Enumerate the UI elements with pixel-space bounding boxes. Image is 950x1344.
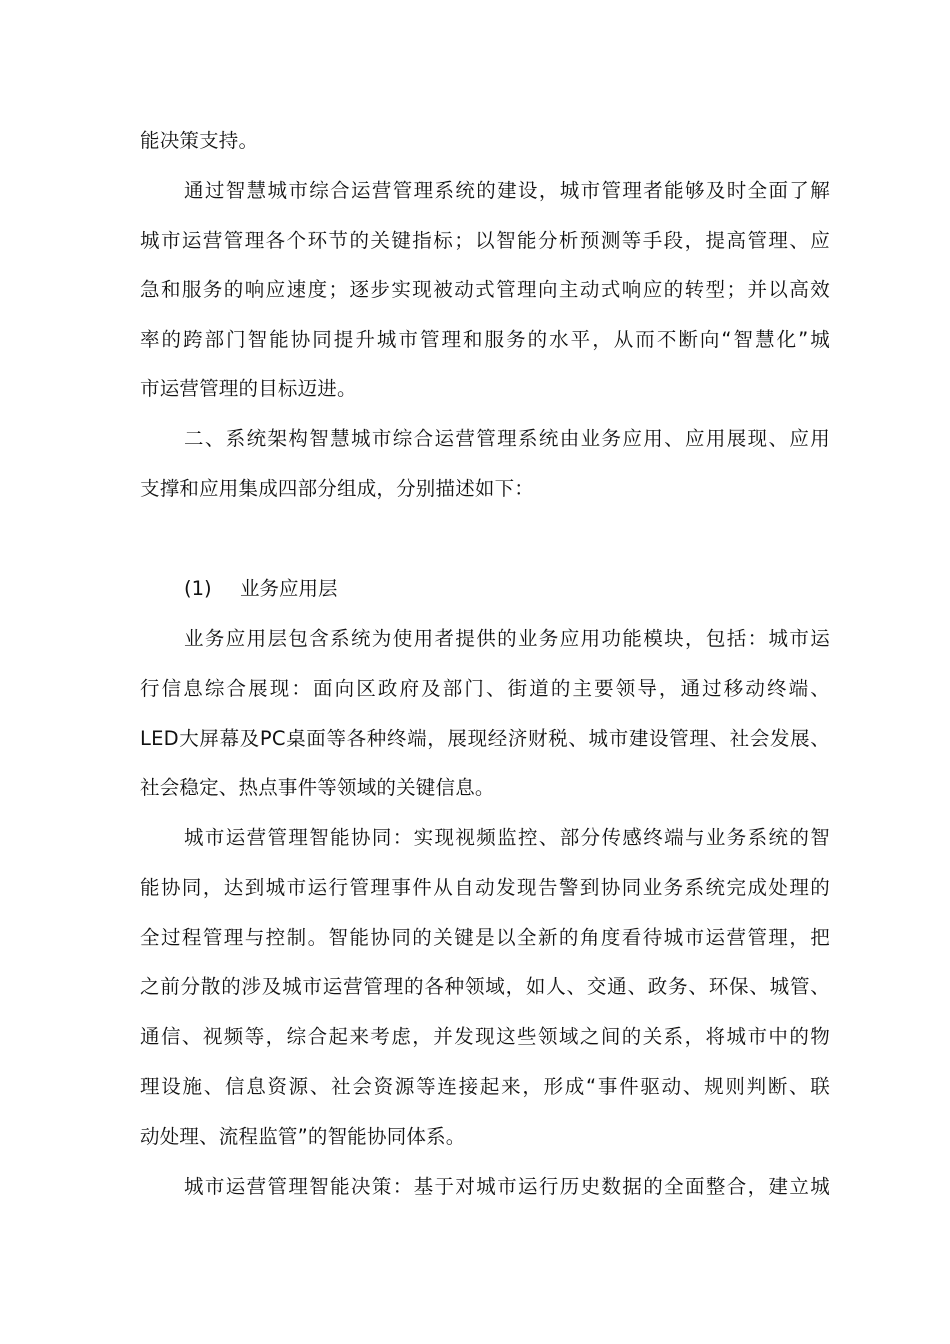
paragraph-line: 能决策支持。 (140, 129, 259, 152)
paragraph-line: 支撑和应用集成四部分组成，分别描述如下： (140, 477, 535, 500)
paragraph-line: 全过程管理与控制。智能协同的关键是以全新的角度看待城市运营管理，把 (140, 926, 830, 949)
section-number: (1) (184, 577, 212, 600)
paragraph-line: 行信息综合展现：面向区政府及部门、街道的主要领导，通过移动终端、 (140, 677, 830, 700)
section-title: 业务应用层 (240, 577, 338, 600)
paragraph-line: 二、系统架构智慧城市综合运营管理系统由业务应用、应用展现、应用 (184, 427, 830, 450)
paragraph-line: 理设施、信息资源、社会资源等连接起来，形成“事件驱动、规则判断、联 (140, 1075, 830, 1098)
paragraph-line: LED大屏幕及PC桌面等各种终端，展现经济财税、城市建设管理、社会发展、 (140, 727, 830, 750)
paragraph-line: 城市运营管理各个环节的关键指标；以智能分析预测等手段，提高管理、应 (140, 229, 830, 252)
paragraph-line: 社会稳定、热点事件等领域的关键信息。 (140, 776, 495, 799)
paragraph-line: 通过智慧城市综合运营管理系统的建设，城市管理者能够及时全面了解 (184, 179, 830, 202)
paragraph-line: 市运营管理的目标迈进。 (140, 377, 357, 400)
paragraph-line: 通信、视频等，综合起来考虑，并发现这些领域之间的关系，将城市中的物 (140, 1025, 830, 1048)
paragraph-line: 城市运营管理智能协同：实现视频监控、部分传感终端与业务系统的智 (184, 826, 830, 849)
paragraph-line: 动处理、流程监管”的智能协同体系。 (140, 1125, 466, 1148)
paragraph-line: 急和服务的响应速度；逐步实现被动式管理向主动式响应的转型；并以高效 (140, 278, 830, 301)
paragraph-line: 率的跨部门智能协同提升城市管理和服务的水平，从而不断向“智慧化”城 (140, 328, 830, 351)
paragraph-line: 城市运营管理智能决策：基于对城市运行历史数据的全面整合，建立城 (184, 1175, 830, 1198)
paragraph-line: 之前分散的涉及城市运营管理的各种领域，如人、交通、政务、环保、城管、 (140, 975, 830, 998)
paragraph-line: 业务应用层包含系统为使用者提供的业务应用功能模块，包括：城市运 (184, 627, 830, 650)
paragraph-line: 能协同，达到城市运行管理事件从自动发现告警到协同业务系统完成处理的 (140, 876, 830, 899)
